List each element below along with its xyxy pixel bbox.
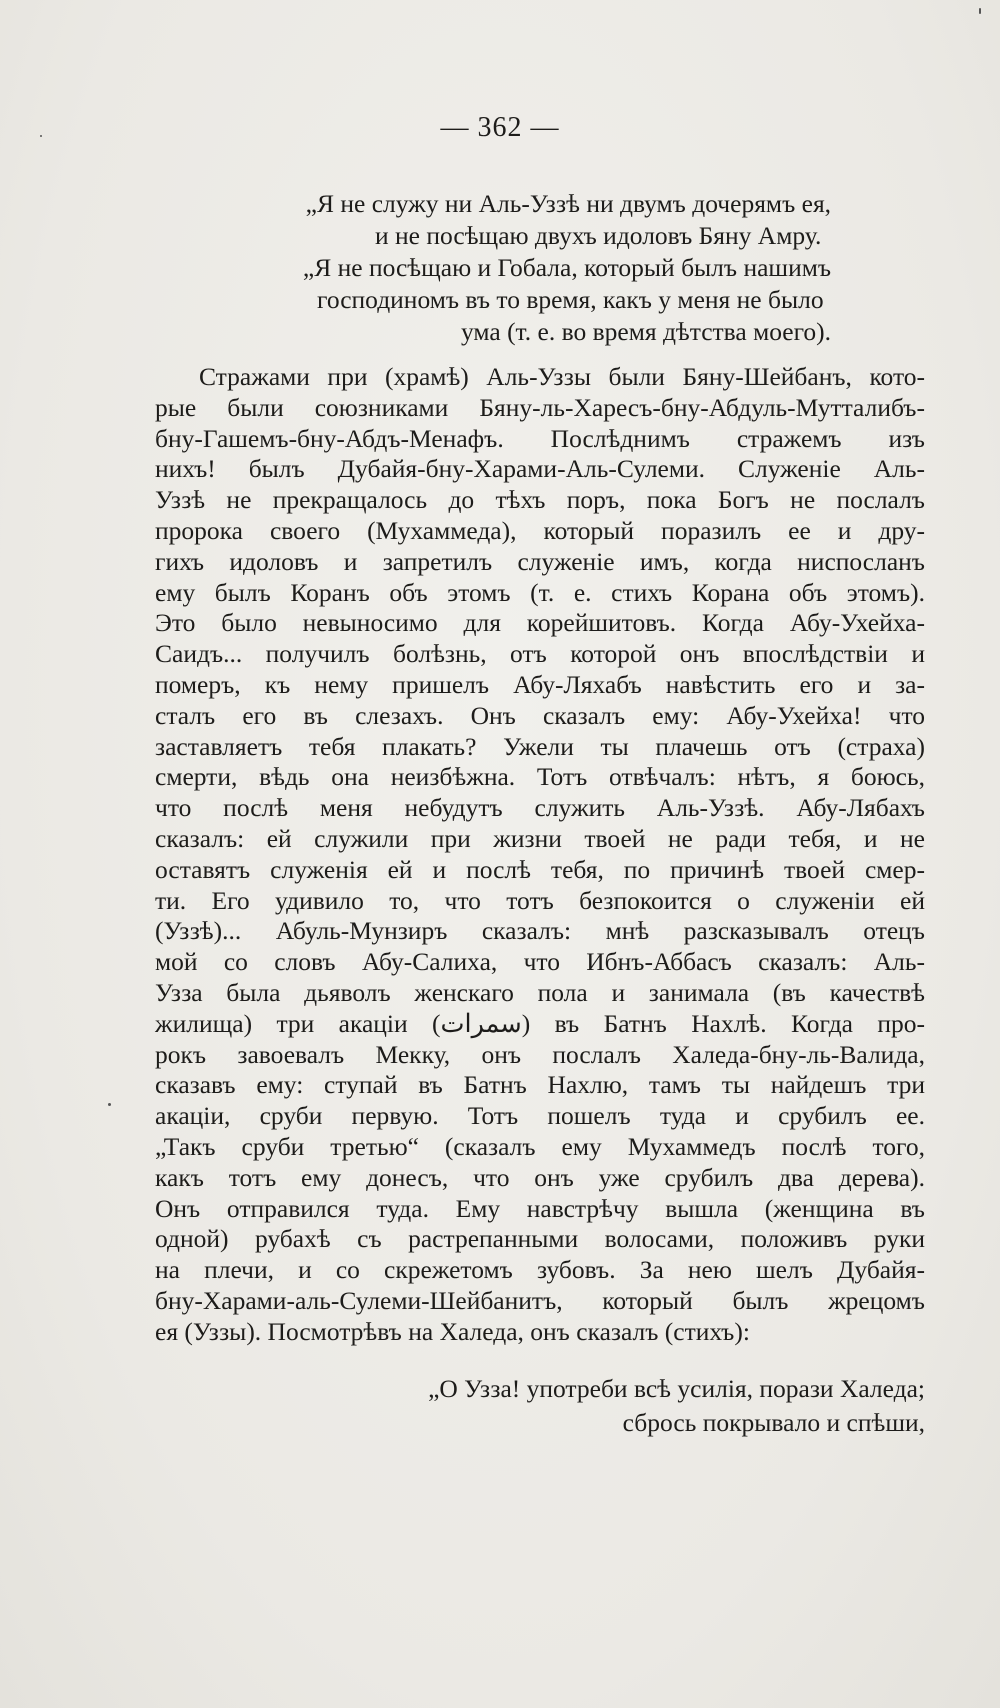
prose-line: на плечи, и со скрежетомъ зубовъ. За нею шелъ Дубайя- <box>155 1255 925 1285</box>
verse-top <box>280 188 831 348</box>
prose-line: ея (Уззы). Посмотрѣвъ на Халеда, онъ сказалъ (стихъ): <box>155 1316 750 1346</box>
prose-line: что послѣ меня небудутъ служить Аль-Уззѣ. Абу-Лябахъ <box>155 793 925 823</box>
prose-line: бну-Харами-аль-Сулеми-Шейбанитъ, который былъ жрецомъ <box>155 1285 925 1315</box>
verse-line: и не посѣщаю двухъ идоловъ Бяну Амру. <box>375 221 822 250</box>
prose-line: Уззѣ не прекращалось до тѣхъ поръ, пока Богъ не послалъ <box>155 485 925 515</box>
prose-line: одной) рубахѣ съ растрепанными волосами, положивъ руки <box>155 1224 925 1254</box>
prose-line: сказавъ ему: ступай въ Батнъ Нахлю, тамъ ты найдешъ три <box>155 1070 925 1100</box>
verse-line: сбрось покрывало и спѣши, <box>622 1408 925 1437</box>
prose-line: мой со словъ Абу-Салиха, что Ибнъ-Аббасъ сказалъ: Аль- <box>155 947 925 977</box>
prose-line: померъ, къ нему пришелъ Абу-Ляхабъ навѣстить его и за- <box>155 669 925 699</box>
prose-line: рые были союзниками Бяну-ль-Харесъ-бну-Абдуль-Мутталибъ- <box>155 392 925 422</box>
verse-line: господиномъ въ то время, какъ у меня не было <box>317 285 824 314</box>
prose-line: заставляетъ тебя плакать? Ужели ты плачешь отъ (страха) <box>155 731 925 761</box>
prose-line: (Уззѣ)... Абуль-Мунзиръ сказалъ: мнѣ разсказывалъ отецъ <box>155 916 925 946</box>
prose-line: гихъ идоловъ и запретилъ служеніе имъ, когда ниспосланъ <box>155 546 925 576</box>
page-number: — 362 — <box>440 112 560 143</box>
paper-speck <box>979 8 981 14</box>
prose-line: акаціи, сруби первую. Тотъ пошелъ туда и срубилъ ее. <box>155 1101 925 1131</box>
prose-line: Это было невыносимо для корейшитовъ. Когда Абу-Ухейха- <box>155 608 925 638</box>
prose-line: рокъ завоевалъ Мекку, онъ послалъ Халеда-бну-ль-Валида, <box>155 1039 925 1069</box>
prose-line: смерти, вѣдь она неизбѣжна. Тотъ отвѣчалъ: нѣтъ, я боюсь, <box>155 762 925 792</box>
prose-line: жилища) три акаціи (سمرات) въ Батнъ Нахлѣ. Когда про- <box>155 1008 925 1038</box>
prose-line: Саидъ... получилъ болѣзнь, отъ которой онъ впослѣдствіи и <box>155 639 925 669</box>
prose-line: Онъ отправился туда. Ему навстрѣчу вышла (женщина въ <box>155 1193 925 1223</box>
prose-line: ему былъ Коранъ объ этомъ (т. е. стихъ Корана объ этомъ). <box>155 577 925 607</box>
prose-line: бну-Гашемъ-бну-Абдъ-Менафъ. Послѣднимъ стражемъ изъ <box>155 423 925 453</box>
prose-line: Узза была дьяволъ женскаго пола и занимала (въ качествѣ <box>155 977 925 1007</box>
prose-line: сталъ его въ слезахъ. Онъ сказалъ ему: Абу-Ухейха! что <box>155 700 925 730</box>
prose-line: нихъ! былъ Дубайя-бну-Харами-Аль-Сулеми. Служеніе Аль- <box>155 454 925 484</box>
prose-line: ти. Его удивило то, что тотъ безпокоится о служеніи ей <box>155 885 925 915</box>
prose-line: Стражами при (храмѣ) Аль-Уззы были Бяну-Шейбанъ, кото- <box>199 362 925 391</box>
prose-body <box>155 362 925 1348</box>
prose-line: „Такъ сруби третью“ (сказалъ ему Мухаммедъ послѣ того, <box>155 1131 925 1161</box>
verse-line: „Я не посѣщаю и Гобала, который былъ нашимъ <box>302 253 832 282</box>
paper-speck <box>40 135 42 137</box>
verse-line: „О Узза! употреби всѣ усилія, порази Халеда; <box>428 1374 925 1403</box>
verse-line: „Я не служу ни Аль-Уззѣ ни двумъ дочерямъ ея, <box>305 189 832 218</box>
verse-line: ума (т. е. во время дѣтства моего). <box>461 317 832 346</box>
prose-line: пророка своего (Мухаммеда), который поразилъ ее и дру- <box>155 515 925 545</box>
paper-speck <box>108 1103 111 1106</box>
prose-line: сказалъ: ей служили при жизни твоей не ради тебя, и не <box>155 823 925 853</box>
prose-line: оставятъ служенія ей и послѣ тебя, по причинѣ твоей смер- <box>155 854 925 884</box>
verse-bottom <box>428 1372 925 1440</box>
prose-line: какъ тотъ ему донесъ, что онъ уже срубилъ два дерева). <box>155 1162 925 1192</box>
